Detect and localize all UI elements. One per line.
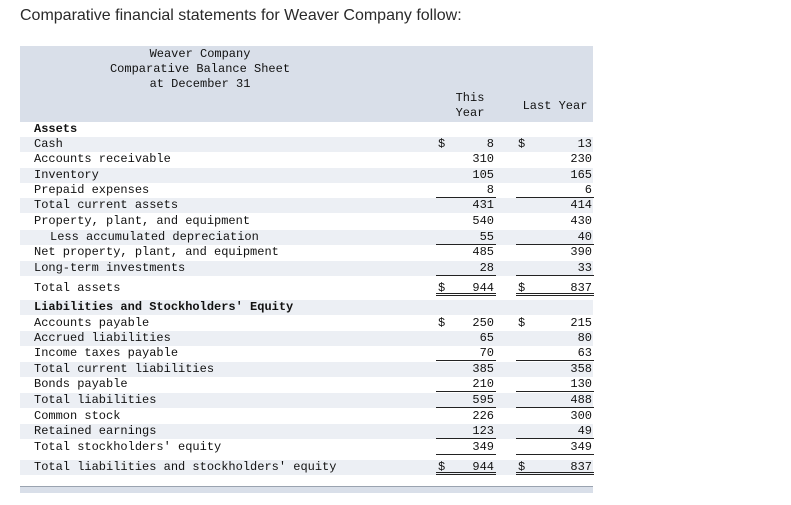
amount-value: 123	[472, 424, 494, 438]
row-label: Net property, plant, and equipment	[34, 245, 279, 259]
table-row	[20, 362, 593, 377]
last-year-cell	[516, 183, 594, 198]
table-row	[20, 168, 593, 183]
last-year-cell	[516, 198, 594, 213]
table-row	[20, 137, 593, 152]
amount-value: 8	[486, 137, 494, 151]
table-row	[20, 122, 593, 137]
table-row	[20, 424, 593, 439]
amount-value: 349	[472, 440, 494, 454]
last-year-cell	[516, 393, 594, 408]
amount-value: 40	[577, 230, 592, 244]
last-year-cell	[516, 460, 594, 475]
table-row	[20, 198, 593, 213]
table-footer-bar	[20, 486, 593, 493]
amount-value: 431	[472, 198, 494, 212]
table-row	[20, 377, 593, 392]
intro-text: Comparative financial statements for Weaver Company follow:	[20, 7, 462, 24]
currency-sign: $	[438, 316, 446, 330]
last-year-cell	[516, 316, 594, 331]
row-label: Total liabilities	[34, 393, 157, 407]
last-year-cell	[516, 137, 594, 152]
row-label: Retained earnings	[34, 424, 157, 438]
table-row	[20, 316, 593, 331]
amount-value: 6	[584, 183, 592, 197]
amount-value: 540	[472, 214, 494, 228]
last-year-cell	[516, 281, 594, 296]
amount-value: 130	[570, 377, 592, 391]
this-year-cell	[436, 152, 496, 167]
column-header-this-year	[445, 91, 495, 121]
amount-value: 80	[577, 331, 592, 345]
this-year-cell	[436, 460, 496, 475]
this-year-cell	[436, 245, 496, 260]
amount-value: 230	[570, 152, 592, 166]
amount-value: 65	[479, 331, 494, 345]
column-header-last-year: Last Year	[522, 99, 588, 113]
table-row	[20, 331, 593, 346]
amount-value: 390	[570, 245, 592, 259]
this-year-cell	[436, 377, 496, 392]
row-label: Cash	[34, 137, 63, 151]
amount-value: 430	[570, 214, 592, 228]
table-row	[20, 261, 593, 276]
amount-value: 414	[570, 198, 592, 212]
amount-value: 33	[577, 261, 592, 275]
table-row	[20, 409, 593, 424]
amount-value: 8	[486, 183, 494, 197]
table-row	[20, 460, 593, 475]
amount-value: 944	[472, 460, 494, 474]
row-label: Total stockholders' equity	[34, 440, 222, 454]
this-year-cell	[436, 137, 496, 152]
last-year-cell	[516, 331, 594, 346]
row-label: Total current assets	[34, 198, 179, 212]
this-year-cell	[436, 409, 496, 424]
row-label: Total assets	[34, 281, 121, 295]
row-label: Property, plant, and equipment	[34, 214, 251, 228]
currency-sign: $	[518, 460, 526, 474]
amount-value: 28	[479, 261, 494, 275]
last-year-cell	[516, 214, 594, 229]
amount-value: 210	[472, 377, 494, 391]
this-year-cell	[436, 261, 496, 276]
currency-sign: $	[518, 281, 526, 295]
this-year-cell	[436, 393, 496, 408]
amount-value: 250	[472, 316, 494, 330]
amount-value: 165	[570, 168, 592, 182]
statement-date: at December 31	[149, 77, 251, 91]
this-year-cell	[436, 198, 496, 213]
amount-value: 358	[570, 362, 592, 376]
currency-sign: $	[518, 137, 526, 151]
amount-value: 385	[472, 362, 494, 376]
this-year-cell	[436, 440, 496, 455]
table-row	[20, 230, 593, 245]
this-year-cell	[436, 362, 496, 377]
last-year-cell	[516, 346, 594, 361]
row-label: Total current liabilities	[34, 362, 215, 376]
last-year-cell	[516, 409, 594, 424]
section-heading: Assets	[34, 122, 78, 136]
last-year-cell	[516, 440, 594, 455]
this-year-cell	[436, 331, 496, 346]
this-year-cell	[436, 346, 496, 361]
table-row	[20, 393, 593, 408]
currency-sign: $	[438, 137, 446, 151]
row-label: Total liabilities and stockholders' equity	[34, 460, 337, 474]
last-year-cell	[516, 362, 594, 377]
amount-value: 226	[472, 409, 494, 423]
column-header-this-year-line2: Year	[455, 106, 485, 120]
this-year-cell	[436, 281, 496, 296]
amount-value: 300	[570, 409, 592, 423]
currency-sign: $	[438, 281, 446, 295]
amount-value: 349	[570, 440, 592, 454]
table-header	[20, 46, 593, 122]
amount-value: 485	[472, 245, 494, 259]
row-label: Accounts payable	[34, 316, 150, 330]
this-year-cell	[436, 214, 496, 229]
row-label: Common stock	[34, 409, 121, 423]
table-row	[20, 245, 593, 260]
row-label: Prepaid expenses	[34, 183, 150, 197]
section-heading: Liabilities and Stockholders' Equity	[34, 300, 294, 314]
this-year-cell	[436, 230, 496, 245]
amount-value: 837	[570, 460, 592, 474]
amount-value: 837	[570, 281, 592, 295]
amount-value: 215	[570, 316, 592, 330]
this-year-cell	[436, 168, 496, 183]
amount-value: 13	[577, 137, 592, 151]
amount-value: 105	[472, 168, 494, 182]
table-row	[20, 152, 593, 167]
row-label: Long-term investments	[34, 261, 186, 275]
statement-title: Comparative Balance Sheet	[109, 62, 291, 76]
row-label: Inventory	[34, 168, 99, 182]
amount-value: 310	[472, 152, 494, 166]
column-header-this-year-line1: This	[455, 91, 485, 105]
this-year-cell	[436, 183, 496, 198]
amount-value: 49	[577, 424, 592, 438]
balance-sheet-table	[20, 46, 593, 492]
amount-value: 488	[570, 393, 592, 407]
currency-sign: $	[518, 316, 526, 330]
company-name: Weaver Company	[149, 47, 251, 61]
this-year-cell	[436, 424, 496, 439]
table-row	[20, 300, 593, 315]
last-year-cell	[516, 245, 594, 260]
row-label: Bonds payable	[34, 377, 128, 391]
amount-value: 595	[472, 393, 494, 407]
amount-value: 63	[577, 346, 592, 360]
amount-value: 55	[479, 230, 494, 244]
last-year-cell	[516, 261, 594, 276]
table-row	[20, 440, 593, 455]
last-year-cell	[516, 152, 594, 167]
last-year-cell	[516, 377, 594, 392]
row-label: Accounts receivable	[34, 152, 171, 166]
row-label: Income taxes payable	[34, 346, 179, 360]
amount-value: 944	[472, 281, 494, 295]
row-label: Accrued liabilities	[34, 331, 171, 345]
table-row	[20, 183, 593, 198]
last-year-cell	[516, 424, 594, 439]
table-row	[20, 281, 593, 296]
table-row	[20, 214, 593, 229]
row-label: Less accumulated depreciation	[50, 230, 259, 244]
table-row	[20, 346, 593, 361]
last-year-cell	[516, 168, 594, 183]
currency-sign: $	[438, 460, 446, 474]
this-year-cell	[436, 316, 496, 331]
last-year-cell	[516, 230, 594, 245]
amount-value: 70	[479, 346, 494, 360]
